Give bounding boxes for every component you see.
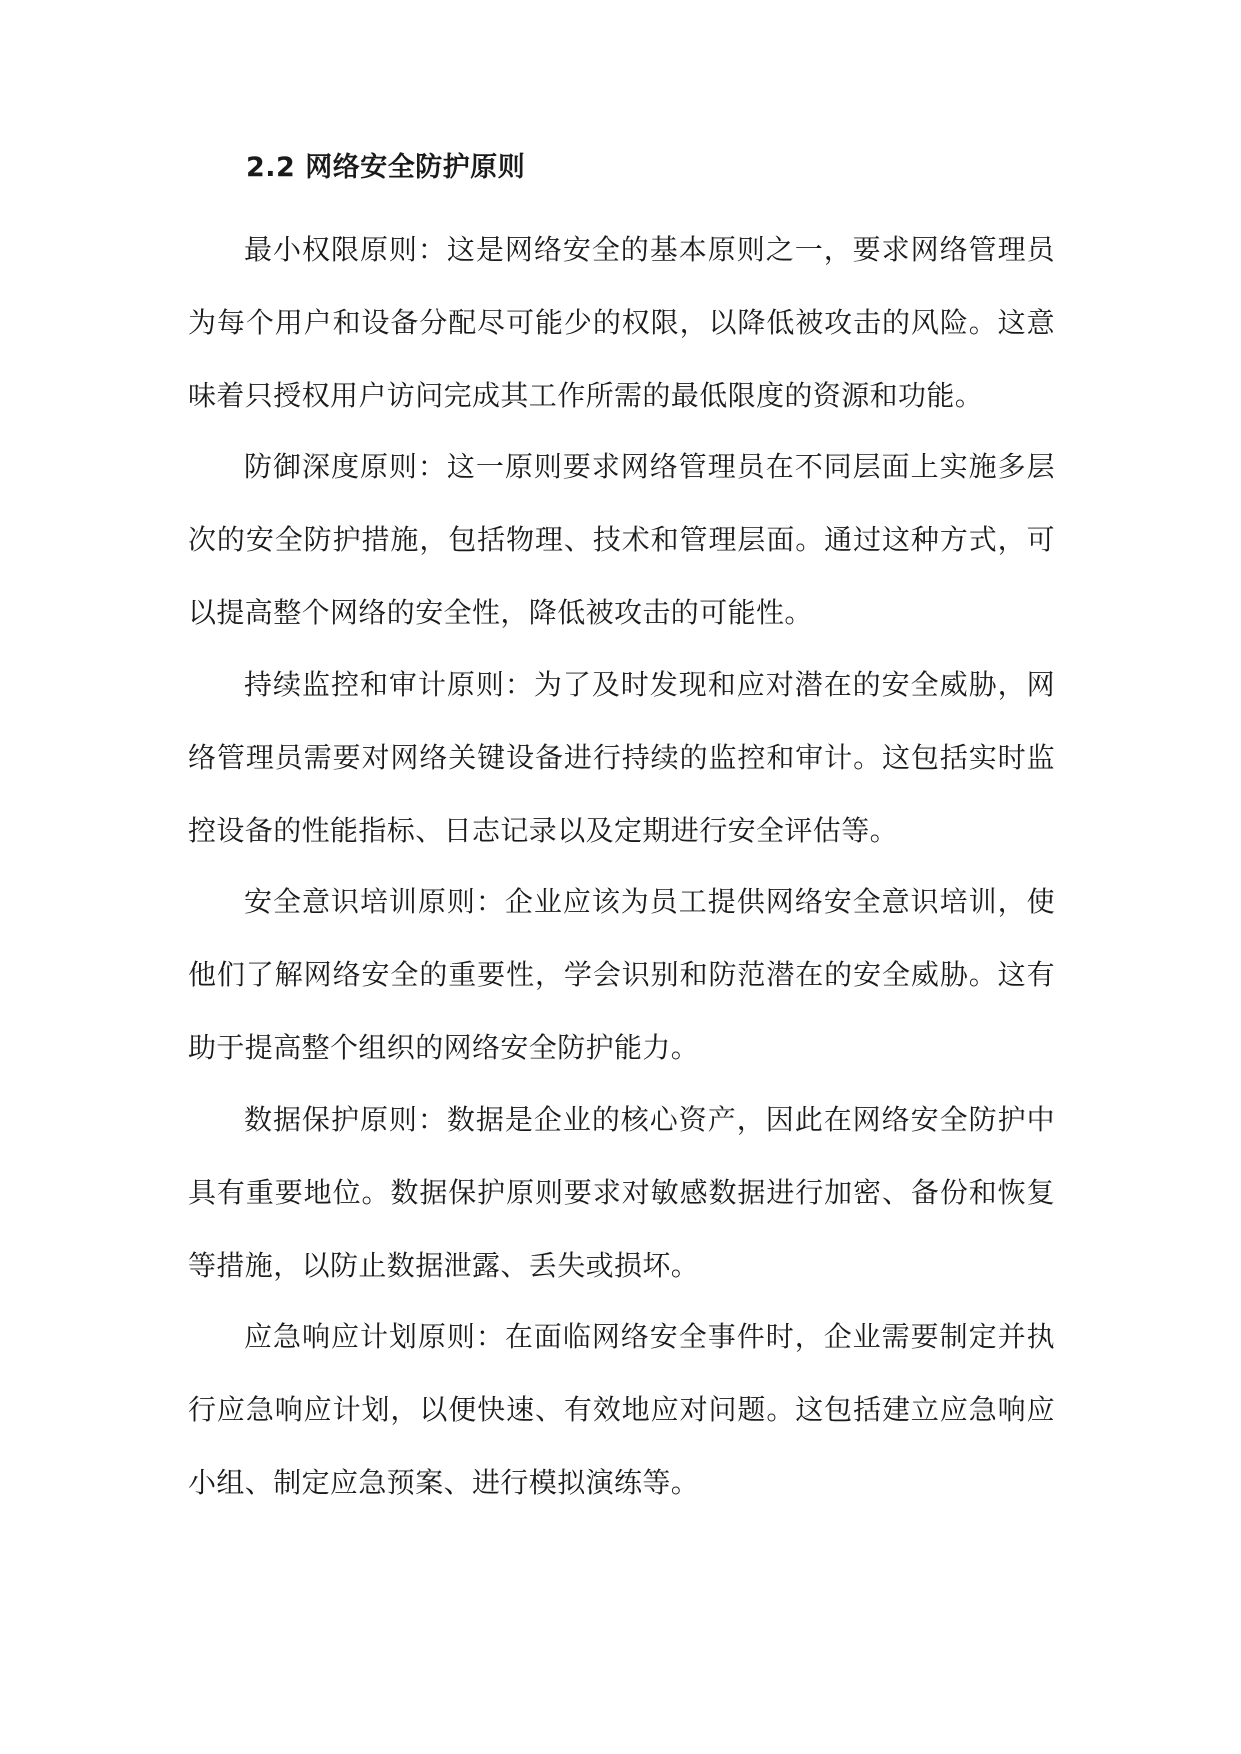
paragraph-least-privilege: 最小权限原则：这是网络安全的基本原则之一，要求网络管理员为每个用户和设备分配尽可能少的权限，以降低被攻击的风险。这意味着只授权用户访问完成其工作所需的最低限度的资源和功能。: [188, 233, 1055, 412]
section-heading: 2.2 网络安全防护原则: [246, 152, 526, 183]
paragraph-monitoring-audit: 持续监控和审计原则：为了及时发现和应对潜在的安全威胁，网络管理员需要对网络关键设备进行持续的监控和审计。这包括实时监控设备的性能指标、日志记录以及定期进行安全评估等。: [188, 668, 1055, 847]
paragraph-awareness-training: 安全意识培训原则：企业应该为员工提供网络安全意识培训，使他们了解网络安全的重要性，学会识别和防范潜在的安全威胁。这有助于提高整个组织的网络安全防护能力。: [188, 885, 1055, 1064]
paragraph-data-protection: 数据保护原则：数据是企业的核心资产，因此在网络安全防护中具有重要地位。数据保护原则要求对敏感数据进行加密、备份和恢复等措施，以防止数据泄露、丢失或损坏。: [188, 1103, 1055, 1282]
paragraph-incident-response: 应急响应计划原则：在面临网络安全事件时，企业需要制定并执行应急响应计划，以便快速、有效地应对问题。这包括建立应急响应小组、制定应急预案、进行模拟演练等。: [188, 1320, 1055, 1499]
paragraph-defense-in-depth: 防御深度原则：这一原则要求网络管理员在不同层面上实施多层次的安全防护措施，包括物理、技术和管理层面。通过这种方式，可以提高整个网络的安全性，降低被攻击的可能性。: [188, 450, 1055, 629]
